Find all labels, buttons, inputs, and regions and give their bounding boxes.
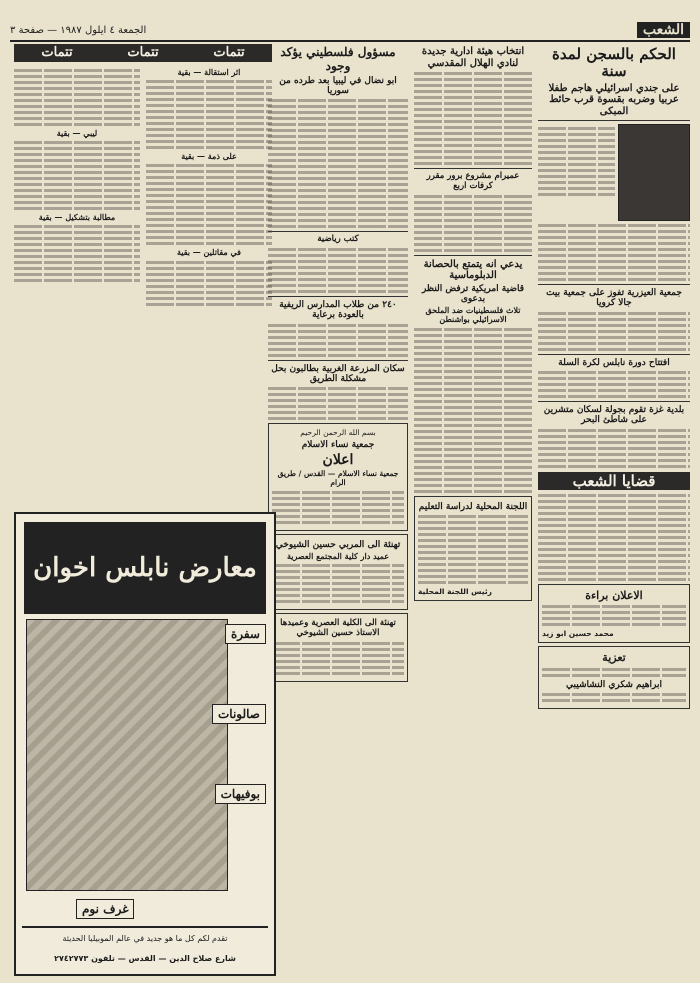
column-mid-right [414,44,532,974]
subhead-judge: قاضية امريكية ترفض النظر بدعوى [421,283,525,304]
ad-tag-salons: صالونات [212,704,266,724]
headline-immunity: يدعي انه يتمتع بالحصانة الدبلوماسية [423,258,523,282]
column-right [538,44,690,974]
cont-responsibility: على ذمة — بقية [181,151,237,162]
notice-sub: جمعية نساء الاسلام — القدس / طريق الرام [277,469,399,488]
headline-abu-nidal: مسؤول فلسطيني يؤكد وجود [280,45,396,73]
signature-innocence: محمد حسين ابو زيد [542,629,614,639]
congrats2-title: تهنئة الى الكلية العصرية وعميدها الاستاذ حسين الشيوخي [280,618,396,639]
newspaper-logo: الشعب [637,22,690,38]
date-line: الجمعة ٤ ايلول ١٩٨٧ — صفحة ٣ [10,24,147,36]
ad-brand: معارض نابلس اخوان [24,522,266,614]
continuations-banner [14,44,272,62]
ad-tag-dining: سفرة [225,624,266,644]
notice-org: جمعية نساء الاسلام [301,440,375,451]
condolence-name: ابراهيم شكري النشاشيبي [566,680,662,690]
headline-amiram: عميرام مشروع برور مقرر كرفات اربع [426,171,520,191]
continuations-title-2: تتمات [127,45,159,60]
notice-basmala: بسم الله الرحمن الرحيم [300,428,376,438]
headline-education: اللجنة المحلية لدراسة التعليم [418,501,528,512]
ad-furniture-photo [26,619,228,891]
signature-committee: رئيس اللجنة المحلية [418,586,492,596]
cont-libyan: ليبي — بقية [56,128,98,138]
congrats-title: تهنئة الى المربي حسين الشيوخي [275,539,401,550]
notice-innocence [538,584,690,644]
ad-line-1: تقدم لكم كل ما هو جديد في عالم الموبيليا الحديثة [62,933,228,943]
column-left [14,44,272,506]
page-number: ٣ [10,24,16,36]
headline-basketball: افتتاح دورة نابلس لكرة السلة [558,357,670,368]
headline-hilal: انتخاب هيئة ادارية جديدة لنادي الهلال المقدسي [421,46,525,69]
continuations-title-3: تتمات [41,45,73,60]
headline-students: ٢٤٠ من طلاب المدارس الريفية بالعودة برعاية [279,300,397,321]
column-mid-left [268,44,408,974]
notice-title: اعلان [322,452,354,469]
notice-education [414,496,532,601]
feature-banner: قضايا الشعب [538,472,690,490]
headline-football: جمعية العيزرية تفوز على جمعية بيت جالا كرويا [546,288,682,309]
ad-tag-bedrooms: غرف نوم [76,899,134,919]
ad-footer [22,926,268,968]
headline-condolence: تعزية [602,651,626,665]
subhead-libya: ابو نضال في ليبيا بعد طرده من سوريا [279,75,397,96]
headline-mazraa: سكان المزرعة الغربية بطالبون بحل مشكلة الطريق [271,363,405,385]
cont-fighters: في مقاتلين — بقية [177,247,241,258]
notice-women-association [268,423,408,530]
continuations-title-1: تتمات [213,45,245,60]
congrats-sub: عميد دار كلية المجتمع العصرية [286,551,390,562]
page-header [10,20,690,42]
ad-line-2: شارع صلاح الدين — القدس — تلفون ٢٧٤٢٧٧٣ [54,953,236,963]
subhead-soldier: على جندي اسرائيلي هاجم طفلا عربيا وضربه بقسوة قرب حائط المبكى [548,82,680,117]
boy-photo [618,124,690,221]
subhead-three-women: تلاث فلسطينيات ضد الملحق الاسرائيلي بواشنطن [425,305,521,325]
ad-tag-buffets: بوفيهات [215,784,266,804]
notice-congrats-2 [268,613,408,682]
headline-innocence: الاعلان براءة [585,588,643,602]
headline-sentence: الحكم بالسجن لمدة سنة [552,45,676,81]
notice-congrats [268,534,408,611]
notice-condolence [538,646,690,709]
headline-sports-books: كتب رياضية [317,234,359,245]
headline-gaza: بلدية غزة تقوم بجولة لسكان متشرين على شاطئ البحر [543,405,685,426]
cont-formation: مطالبة بتشكيل — بقية [38,212,116,223]
furniture-advertisement [14,512,276,976]
cont-resignation: اثر استقالة — بقية [177,67,241,77]
